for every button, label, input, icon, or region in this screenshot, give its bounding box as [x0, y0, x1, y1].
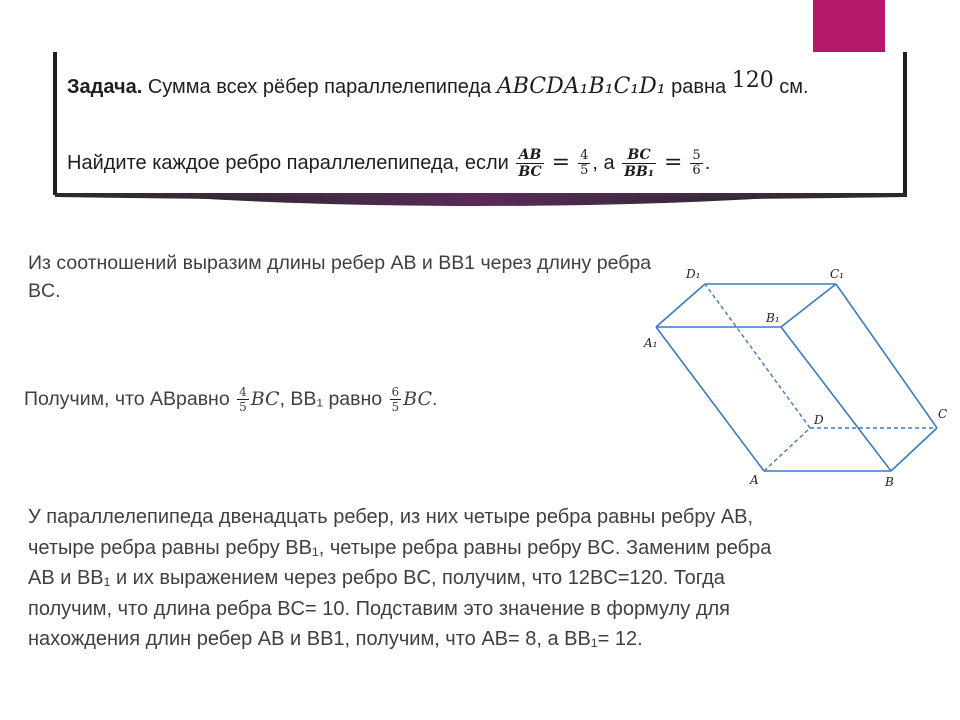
label-c1: C₁: [830, 267, 844, 281]
ratio2-value-den: 6: [692, 163, 701, 178]
edge-cc1: [836, 284, 937, 428]
divider-bar: [55, 193, 907, 209]
edge-a1d1: [656, 284, 705, 327]
prism-name: ABCDA₁B₁C₁D₁: [496, 74, 666, 99]
ratio1-value: [578, 149, 590, 178]
task-text-mid: равна: [671, 76, 727, 98]
total-value: 120: [731, 68, 774, 93]
paragraph-3: У параллелепипеда двенадцать ребер, из них четыре ребра равны ребру AB, четыре ребра равны ребру BB₁, четыре ребра равны ребру BC. Заменим ребра AB и BB₁ и их выражением через ребро BC, получим, что 12BC=120. Тогда получим, что длина ребра BC= 10. Подставим это значение в формулу для нахождения длин ребер AB и BB1, получим, что AB= 8, а BB₁= 12.: [28, 506, 772, 650]
paragraph-2: [24, 385, 437, 414]
para2-fraction-2: [390, 385, 402, 414]
ratio2-den: BB₁: [624, 164, 654, 180]
conjunction: а: [603, 151, 615, 174]
para2-fraction-1: [237, 385, 249, 414]
para2-mid: , BB₁ равно: [279, 388, 383, 410]
task-line-2: Найдите каждое ребро параллелепипеда, если $\frac{AB}{BC}$ = $\frac{4}{5}$ , а $\frac{BC}{\text{BB₁}}$ = $\frac{5}{6}$ .: [67, 147, 711, 180]
accent-square: [813, 0, 885, 56]
task-text-2: Найдите каждое ребро параллелепипеда, если: [67, 151, 509, 174]
equals-sign-1: =: [551, 149, 571, 175]
ratio1-fraction: [516, 147, 543, 180]
para2-end: .: [432, 388, 438, 410]
para2-f1-den: 5: [239, 400, 247, 415]
edge-bb1: [781, 327, 891, 471]
task-box: [53, 52, 907, 195]
equals-sign-2: =: [663, 149, 683, 175]
ratio1-num: AB: [516, 147, 543, 164]
ratio2-fraction: [622, 147, 656, 180]
edge-bc: [891, 428, 937, 471]
edge-b1c1: [781, 284, 836, 327]
ratio1-value-den: 5: [580, 163, 589, 178]
task-label: Задача.: [67, 76, 143, 98]
para2-prefix: Получим, что ABравно: [24, 388, 230, 410]
ratio1-value-num: 4: [580, 148, 589, 163]
label-c: C: [938, 407, 948, 421]
label-d1: D₁: [686, 267, 701, 281]
parallelepiped-diagram: [630, 260, 960, 500]
ratio2-value: [690, 149, 702, 178]
label-d: D: [814, 413, 824, 427]
edge-aa1: [656, 327, 764, 471]
para2-var-1: BC: [250, 388, 280, 410]
task-text-1: Сумма всех рёбер параллелепипеда: [147, 76, 492, 98]
label-b1: B₁: [766, 311, 780, 325]
ratio2-value-num: 5: [692, 148, 701, 163]
label-a: A: [750, 473, 759, 487]
para2-var-2: BC: [403, 388, 433, 410]
edge-ad: [764, 428, 810, 471]
para2-f2-den: 5: [391, 400, 400, 415]
para2-f2-num: 6: [391, 385, 400, 400]
edge-dd1: [705, 284, 810, 428]
ratio2-num: BC: [622, 147, 656, 164]
paragraph-1: Из соотношений выразим длины ребер AB и BB1 через длину ребра BC.: [28, 252, 652, 302]
label-a1: A₁: [644, 336, 658, 350]
para2-f1-num: 4: [239, 385, 247, 400]
unit: см.: [779, 76, 809, 98]
ratio1-den: BC: [518, 164, 542, 180]
task-line-1: [67, 68, 809, 99]
label-b: B: [885, 475, 894, 489]
